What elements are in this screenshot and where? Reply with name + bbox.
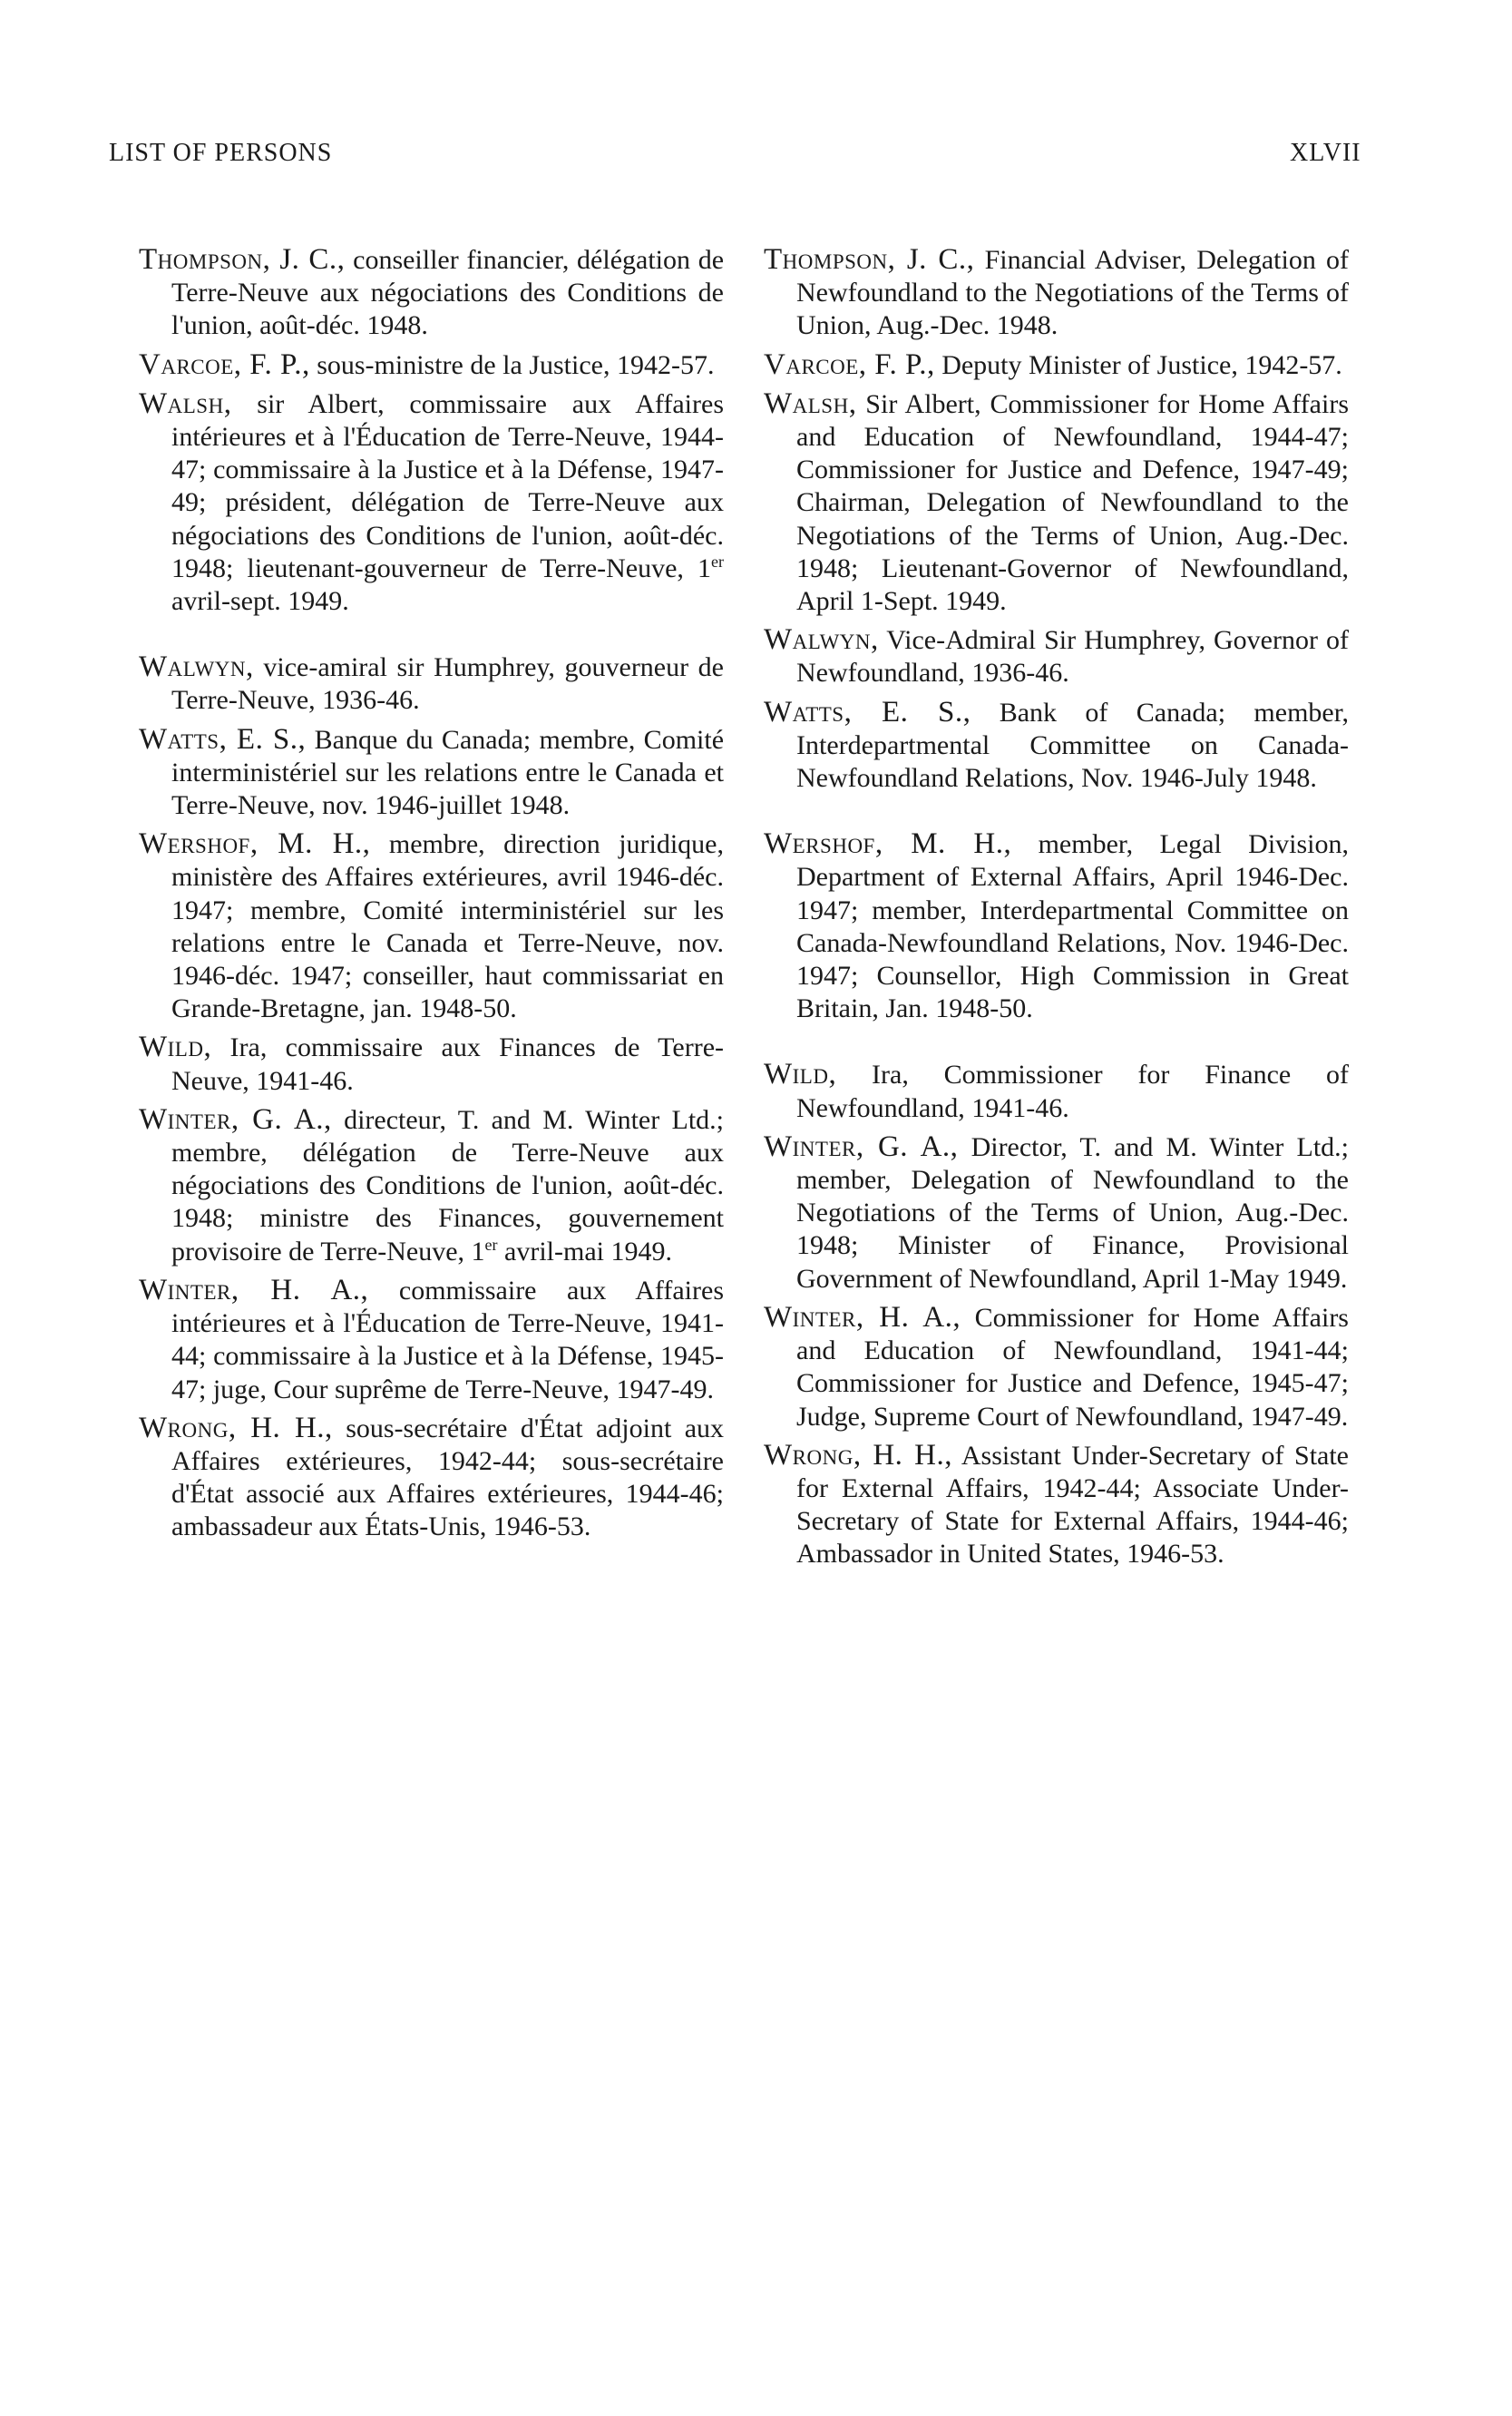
- entry-thompson-en: [764, 243, 1349, 343]
- french-column: [139, 243, 724, 1544]
- entry-wershof-en: [764, 827, 1349, 1025]
- entry-text: vice-amiral sir Humphrey, gouverneur de Terre-Neuve, 1936-46.: [171, 652, 725, 716]
- entry-walsh-fr: [139, 387, 724, 618]
- entry-name: Wild,: [764, 1058, 837, 1091]
- entry-name: Watts, E. S.,: [139, 722, 307, 756]
- entry-text: directeur, T. and M. Winter Ltd.; membre, délégation de Terre-Neuve aux négociations des Conditions de l'union, août-déc. 1948; ministre des Finances, gouvernement provisoire de Terre-Neuve, 1: [171, 1104, 724, 1267]
- entry-name: Wershof, M. H.,: [139, 827, 371, 861]
- entry-wrong-en: [764, 1439, 1349, 1571]
- entry-sup: er: [484, 1235, 498, 1254]
- entry-text: conseiller financier, délégation de Terre-Neuve aux négociations des Conditions de l'union, août-déc. 1948.: [171, 245, 725, 341]
- entry-name: Wild,: [139, 1031, 212, 1064]
- entry-text: Financial Adviser, Delegation of Newfoundland to the Negotiations of the Terms of Union, Aug.-Dec. 1948.: [796, 245, 1350, 341]
- entry-text: Assistant Under-Secretary of State for External Affairs, 1942-44; Associate Under-Secretary of State for External Affairs, 1944-46; Ambassador in United States, 1946-53.: [796, 1440, 1349, 1570]
- entry-text: membre, direction juridique, ministère des Affaires extérieures, avril 1946-déc. 1947; membre, Comité interministériel sur les relations entre le Canada et Terre-Neuve, nov. 1946-déc. 1947; conseiller, haut commissariat en Grande-Bretagne, jan. 1948-50.: [171, 829, 725, 1024]
- entry-name: Wrong, H. H.,: [139, 1411, 333, 1444]
- entry-wild-fr: [139, 1031, 724, 1097]
- entry-name: Walsh,: [139, 386, 232, 420]
- entry-name: Thompson, J. C.,: [139, 243, 346, 276]
- entry-walwyn-en: [764, 623, 1349, 690]
- entry-text: Vice-Admiral Sir Humphrey, Governor of Newfoundland, 1936-46.: [796, 625, 1349, 689]
- entry-winter-ha-fr: [139, 1274, 724, 1406]
- entry-text: commissaire aux Affaires intérieures et à l'Éducation de Terre-Neuve, 1941-44; commissaire à la Justice et à la Défense, 1945-47; juge, Cour suprême de Terre-Neuve, 1947-49.: [171, 1275, 725, 1404]
- entry-name: Winter, H. A.,: [139, 1273, 369, 1306]
- english-column: [764, 243, 1349, 1571]
- entry-name: Thompson, J. C.,: [764, 243, 975, 276]
- entry-varcoe-fr: [139, 348, 724, 382]
- entry-name: Walsh,: [764, 386, 857, 420]
- entry-name: Winter, G. A.,: [764, 1130, 959, 1163]
- entry-text: member, Legal Division, Department of External Affairs, April 1946-Dec. 1947; member, Interdepartmental Committee on Canada-Newfoundland Relations, Nov. 1946-Dec. 1947; Counsellor, High Commission in Great Britain, Jan. 1948-50.: [796, 829, 1350, 1024]
- entry-text: Deputy Minister of Justice, 1942-57.: [941, 349, 1342, 380]
- page-number: XLVII: [1290, 139, 1361, 167]
- entry-sup: er: [711, 552, 724, 571]
- entry-text: Director, T. and M. Winter Ltd.; member, Delegation of Newfoundland to the Negotiations of the Terms of Union, Aug.-Dec. 1948; Minister of Finance, Provisional Government of Newfoundland, April 1-May 1949.: [796, 1131, 1349, 1294]
- entry-watts-fr: [139, 723, 724, 823]
- entry-text: sir Albert, commissaire aux Affaires intérieures et à l'Éducation de Terre-Neuve, 1944-47; commissaire à la Justice et à la Défense, 1947-49; président, délégation de Terre-Neuve aux négociations des Conditions de l'union, août-déc. 1948; lieutenant-gouverneur de Terre-Neuve, 1: [171, 388, 724, 583]
- entry-text: Sir Albert, Commissioner for Home Affairs and Education of Newfoundland, 1944-47; Commissioner for Justice and Defence, 1947-49; Chairman, Delegation of Newfoundland to the Negotiations of the Terms of Union, Aug.-Dec. 1948; Lieutenant-Governor of Newfoundland, April 1-Sept. 1949.: [796, 388, 1349, 617]
- entry-name: Wershof, M. H.,: [764, 827, 1012, 861]
- entry-text: Commissioner for Home Affairs and Education of Newfoundland, 1941-44; Commissioner for Justice and Defence, 1945-47; Judge, Supreme Court of Newfoundland, 1947-49.: [796, 1302, 1349, 1432]
- entry-text: Ira, commissaire aux Finances de Terre-Neuve, 1941-46.: [171, 1032, 725, 1096]
- entry-wershof-fr: [139, 827, 724, 1025]
- entry-name: Walwyn,: [139, 650, 254, 684]
- entry-wrong-fr: [139, 1412, 724, 1544]
- entry-text: Bank of Canada; member, Interdepartmental Committee on Canada-Newfoundland Relations, Nov. 1946-July 1948.: [796, 697, 1350, 794]
- entry-thompson-fr: [139, 243, 724, 343]
- entry-name: Winter, H. A.,: [764, 1300, 961, 1334]
- header-title: LIST OF PERSONS: [109, 139, 333, 167]
- entry-text-tail: avril-sept. 1949.: [171, 586, 349, 617]
- entry-walsh-en: [764, 387, 1349, 618]
- entry-wild-en: [764, 1058, 1349, 1124]
- entry-watts-en: [764, 696, 1349, 796]
- entry-varcoe-en: [764, 348, 1349, 382]
- entry-text: Banque du Canada; membre, Comité interministériel sur les relations entre le Canada et Terre-Neuve, nov. 1946-juillet 1948.: [171, 724, 725, 821]
- entry-text: sous-ministre de la Justice, 1942-57.: [317, 349, 715, 380]
- entry-name: Varcoe, F. P.,: [139, 347, 310, 381]
- entry-winter-ha-en: [764, 1301, 1349, 1433]
- entry-text: sous-secrétaire d'État adjoint aux Affaires extérieures, 1942-44; sous-secrétaire d'État associé aux Affaires extérieures, 1944-46; ambassadeur aux États-Unis, 1946-53.: [171, 1413, 725, 1542]
- entry-name: Watts, E. S.,: [764, 695, 971, 729]
- entry-name: Walwyn,: [764, 623, 879, 657]
- entry-text: Ira, Commissioner for Finance of Newfoundland, 1941-46.: [796, 1060, 1349, 1123]
- entry-winter-ga-fr: [139, 1103, 724, 1268]
- entry-walwyn-fr: [139, 650, 724, 717]
- entry-text-tail: avril-mai 1949.: [497, 1236, 672, 1267]
- entry-winter-ga-en: [764, 1130, 1349, 1296]
- entry-name: Winter, G. A.,: [139, 1102, 332, 1136]
- entry-name: Wrong, H. H.,: [764, 1438, 952, 1472]
- entry-name: Varcoe, F. P.,: [764, 347, 935, 381]
